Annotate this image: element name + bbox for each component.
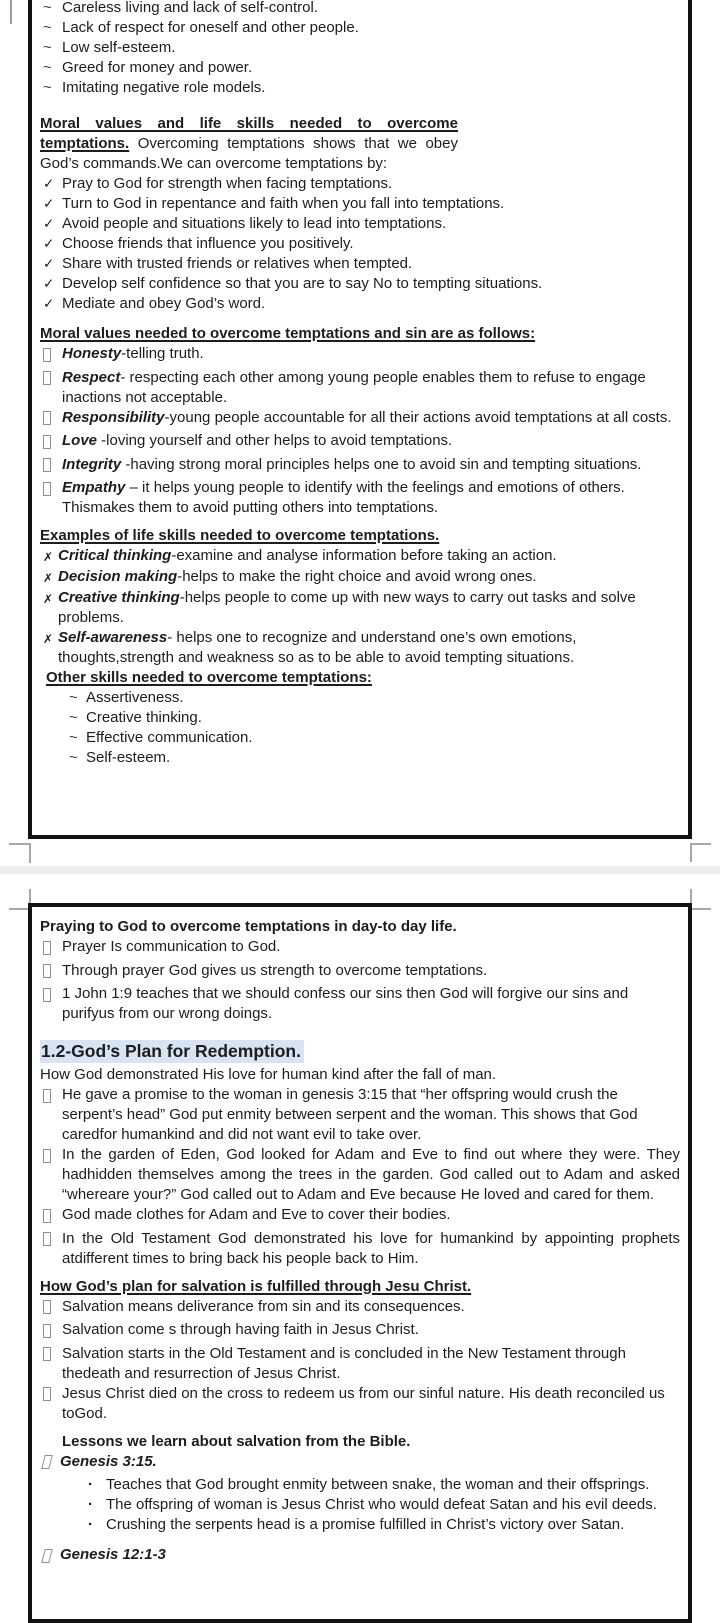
list-item-text: Respect- respecting each other among young people enables them to refuse to engage inactions not acceptable. <box>62 368 646 406</box>
box-bullet-icon <box>40 344 62 368</box>
list-item-text: In the Old Testament God demonstrated his love for humankind by appointing prophets atdifferent times to bring back his people back to Him. <box>62 1229 680 1267</box>
negative-influences-list <box>40 0 680 98</box>
x-bullet-icon: ✗ <box>43 592 54 606</box>
moral-values-list <box>40 344 680 518</box>
list-item <box>40 38 680 58</box>
list-item-text: He gave a promise to the woman in genesis 3:15 that “her offspring would crush the serpent’s head” God put enmity between serpent and the woman. This shows that God caredfor humankind and did not want evil to take over. <box>62 1086 638 1143</box>
tilde-bullet-icon: ~ <box>69 749 78 766</box>
list-item-text: Decision making-helps to make the right choice and avoid wrong ones. <box>58 568 537 585</box>
box-bullet-icon <box>40 1320 62 1344</box>
spacer <box>40 1424 680 1432</box>
italic-box-bullet-icon <box>40 1452 60 1476</box>
list-item <box>40 1384 680 1424</box>
box-bullet-icon <box>40 961 62 985</box>
margin-mark <box>9 843 30 845</box>
list-item-text: Share with trusted friends or relatives when tempted. <box>62 255 413 272</box>
list-item-text: Honesty-telling truth. <box>62 345 204 362</box>
list-item-text: Teaches that God brought enmity between snake, the woman and their offsprings. <box>106 1476 650 1493</box>
section-heading-redemption <box>40 1038 680 1065</box>
genesis-reference: Genesis 12:1-3 <box>60 1546 166 1563</box>
spacer <box>40 314 680 324</box>
tilde-bullet-icon: ~ <box>69 729 78 746</box>
box-bullet-icon <box>40 1297 62 1321</box>
redemption-list <box>40 1085 680 1269</box>
list-item-text: Avoid people and situations likely to lead into temptations. <box>62 215 447 232</box>
list-item <box>40 455 680 479</box>
list-item-text: Assertiveness. <box>86 689 184 706</box>
heading-moral-life: Moral values and life skills needed to overcome temptations. <box>40 115 458 152</box>
list-item <box>40 937 680 961</box>
spacer <box>40 518 680 526</box>
page-edge-mark <box>10 0 12 24</box>
list-item-text: Empathy – it helps young people to identify with the feelings and emotions of others. Thismakes them to avoid putting others into temptations. <box>62 479 625 516</box>
list-item <box>40 58 680 78</box>
box-bullet-icon <box>40 937 62 961</box>
list-item-text: Integrity -having strong moral principles helps one to avoid sin and tempting situations. <box>62 455 642 473</box>
x-bullet-icon: ✗ <box>43 571 54 585</box>
list-item-text: Jesus Christ died on the cross to redeem us from our sinful nature. His death reconciled us toGod. <box>62 1384 665 1422</box>
list-item-text: Self-awareness- helps one to recognize and understand one’s own emotions, thoughts,strength and weakness so as to be able to avoid tempting situations. <box>58 629 577 666</box>
life-skills-list <box>40 546 680 668</box>
list-item <box>66 708 680 728</box>
list-item-text: Low self-esteem. <box>62 39 176 56</box>
list-item <box>40 0 680 18</box>
genesis-points-list <box>86 1475 680 1535</box>
tilde-bullet-icon: ~ <box>43 0 52 16</box>
list-item <box>40 234 680 254</box>
salvation-list <box>40 1297 680 1424</box>
check-bullet-icon: ✓ <box>43 196 55 211</box>
list-item-text: Turn to God in repentance and faith when you fall into temptations. <box>62 195 505 212</box>
list-item-text: God made clothes for Adam and Eve to cover their bodies. <box>62 1206 451 1223</box>
list-item-text: Prayer Is communication to God. <box>62 938 281 955</box>
box-bullet-icon <box>40 1384 62 1408</box>
list-item <box>40 1344 680 1384</box>
list-item-text: Pray to God for strength when facing temptations. <box>62 175 393 192</box>
list-item <box>40 567 680 588</box>
spacer <box>40 1535 680 1545</box>
list-item <box>40 588 680 628</box>
list-item-text: Crushing the serpents head is a promise fulfilled in Christ’s victory over Satan. <box>106 1516 625 1533</box>
other-skills-list <box>66 688 680 768</box>
list-item <box>40 254 680 274</box>
dot-bullet-icon: · <box>88 1516 93 1533</box>
list-item <box>40 368 680 408</box>
spacer <box>40 1269 680 1277</box>
list-item <box>40 1145 680 1205</box>
box-bullet-icon <box>40 1344 62 1368</box>
margin-mark <box>690 843 711 845</box>
list-item-text: Salvation starts in the Old Testament and is concluded in the New Testament through thedeath and resurrection of Jesus Christ. <box>62 1344 626 1382</box>
italic-box-bullet-icon <box>40 1545 60 1569</box>
list-item-text: Effective communication. <box>86 729 253 746</box>
list-item <box>66 688 680 708</box>
list-item-text: Salvation means deliverance from sin and its consequences. <box>62 1297 465 1315</box>
genesis-reference: Genesis 3:15. <box>60 1452 157 1470</box>
box-bullet-icon <box>40 984 62 1008</box>
list-item-text: Imitating negative role models. <box>62 79 266 96</box>
list-item <box>40 628 680 668</box>
box-bullet-icon <box>40 1229 62 1253</box>
list-item <box>40 431 680 455</box>
tilde-bullet-icon: ~ <box>43 39 52 56</box>
list-item <box>40 274 680 294</box>
tilde-bullet-icon: ~ <box>43 79 52 96</box>
margin-mark <box>690 889 692 903</box>
list-item <box>40 1229 680 1269</box>
heading-salvation: How God’s plan for salvation is fulfilled through Jesu Christ. <box>40 1277 472 1295</box>
praying-list <box>40 937 680 1024</box>
list-item-text: Love -loving yourself and other helps to avoid temptations. <box>62 432 453 449</box>
list-item-text: Careless living and lack of self-control. <box>62 0 318 16</box>
box-bullet-icon <box>40 455 62 479</box>
list-item <box>40 961 680 985</box>
list-item <box>40 408 680 432</box>
tilde-bullet-icon: ~ <box>43 19 52 36</box>
genesis-ref-row <box>40 1545 680 1569</box>
list-item <box>40 546 680 567</box>
overcome-temptations-list <box>40 174 680 314</box>
list-item <box>40 214 680 234</box>
page-gap-band <box>0 866 720 874</box>
check-bullet-icon: ✓ <box>43 216 55 231</box>
list-item-text: Mediate and obey God’s word. <box>62 295 266 312</box>
heading-praying: Praying to God to overcome temptations in day-to day life. <box>40 918 457 935</box>
list-item-text: Through prayer God gives us strength to overcome temptations. <box>62 961 488 979</box>
box-bullet-icon <box>40 1085 62 1109</box>
list-item <box>40 478 680 518</box>
redemption-intro: How God demonstrated His love for human kind after the fall of man. <box>40 1066 497 1083</box>
x-bullet-icon: ✗ <box>43 632 54 646</box>
heading-moral-life-paragraph <box>40 114 458 174</box>
margin-mark <box>690 843 692 862</box>
genesis-ref-row <box>40 1452 680 1476</box>
list-item-text: 1 John 1:9 teaches that we should confess our sins then God will forgive our sins and purifyus from our wrong doings. <box>62 985 629 1022</box>
list-item <box>40 294 680 314</box>
dot-bullet-icon: · <box>88 1476 93 1493</box>
list-item <box>40 18 680 38</box>
list-item <box>40 344 680 368</box>
margin-mark <box>29 889 31 903</box>
list-item <box>40 1297 680 1321</box>
heading-moral-values: Moral values needed to overcome temptations and sin are as follows: <box>40 325 536 342</box>
list-item <box>86 1495 680 1515</box>
box-bullet-icon <box>40 431 62 455</box>
list-item-text: Critical thinking-examine and analyse information before taking an action. <box>58 547 557 564</box>
list-item <box>86 1475 680 1495</box>
check-bullet-icon: ✓ <box>43 176 55 191</box>
tilde-bullet-icon: ~ <box>69 709 78 726</box>
margin-mark <box>9 908 29 910</box>
check-bullet-icon: ✓ <box>43 276 55 291</box>
heading-lessons: Lessons we learn about salvation from the Bible. <box>62 1432 411 1450</box>
dot-bullet-icon: · <box>88 1496 93 1513</box>
list-item-text: Self-esteem. <box>86 749 171 766</box>
tilde-bullet-icon: ~ <box>69 689 78 706</box>
check-bullet-icon: ✓ <box>43 236 55 251</box>
heading-moral-life-rest: Overcoming temptations shows that we obey God’s commands.We can overcome temptations by: <box>40 135 458 172</box>
list-item <box>40 1320 680 1344</box>
tilde-bullet-icon: ~ <box>43 59 52 76</box>
spacer <box>40 1024 680 1038</box>
list-item <box>86 1515 680 1535</box>
list-item <box>40 78 680 98</box>
box-bullet-icon <box>40 478 62 502</box>
box-bullet-icon <box>40 368 62 392</box>
document-page-2 <box>28 903 692 1623</box>
list-item <box>40 984 680 1024</box>
box-bullet-icon <box>40 408 62 432</box>
list-item <box>40 1085 680 1145</box>
highlighted-heading: 1.2-God’s Plan for Redemption. <box>40 1040 304 1063</box>
check-bullet-icon: ✓ <box>43 296 55 311</box>
list-item-text: Creative thinking-helps people to come up with new ways to carry out tasks and solve problems. <box>58 589 636 626</box>
heading-examples: Examples of life skills needed to overcome temptations. <box>40 527 440 544</box>
list-item-text: Choose friends that influence you positively. <box>62 235 354 252</box>
list-item-text: Responsibility-young people accountable for all their actions avoid temptations at all costs. <box>62 408 672 426</box>
list-item-text: In the garden of Eden, God looked for Adam and Eve to find out where they were. They hadhidden themselves among the trees in the garden. God called out to Adam and asked “whereare your?” God called out to Adam and Eve because He loved and cared for them. <box>62 1146 680 1203</box>
document-page-1 <box>28 0 692 839</box>
check-bullet-icon: ✓ <box>43 256 55 271</box>
list-item-text: Lack of respect for oneself and other people. <box>62 19 359 36</box>
list-item-text: Salvation come s through having faith in Jesus Christ. <box>62 1321 419 1338</box>
list-item <box>40 1205 680 1229</box>
box-bullet-icon <box>40 1205 62 1229</box>
list-item <box>66 728 680 748</box>
margin-mark <box>691 908 711 910</box>
list-item <box>66 748 680 768</box>
x-bullet-icon: ✗ <box>43 550 54 564</box>
spacer <box>40 98 680 114</box>
list-item-text: Creative thinking. <box>86 709 202 726</box>
margin-mark <box>29 843 31 863</box>
box-bullet-icon <box>40 1145 62 1169</box>
list-item-text: Develop self confidence so that you are to say No to tempting situations. <box>62 275 543 292</box>
list-item <box>40 194 680 214</box>
list-item-text: Greed for money and power. <box>62 59 253 76</box>
list-item <box>40 174 680 194</box>
list-item-text: The offspring of woman is Jesus Christ who would defeat Satan and his evil deeds. <box>106 1496 657 1513</box>
heading-other-skills: Other skills needed to overcome temptations: <box>46 669 372 686</box>
